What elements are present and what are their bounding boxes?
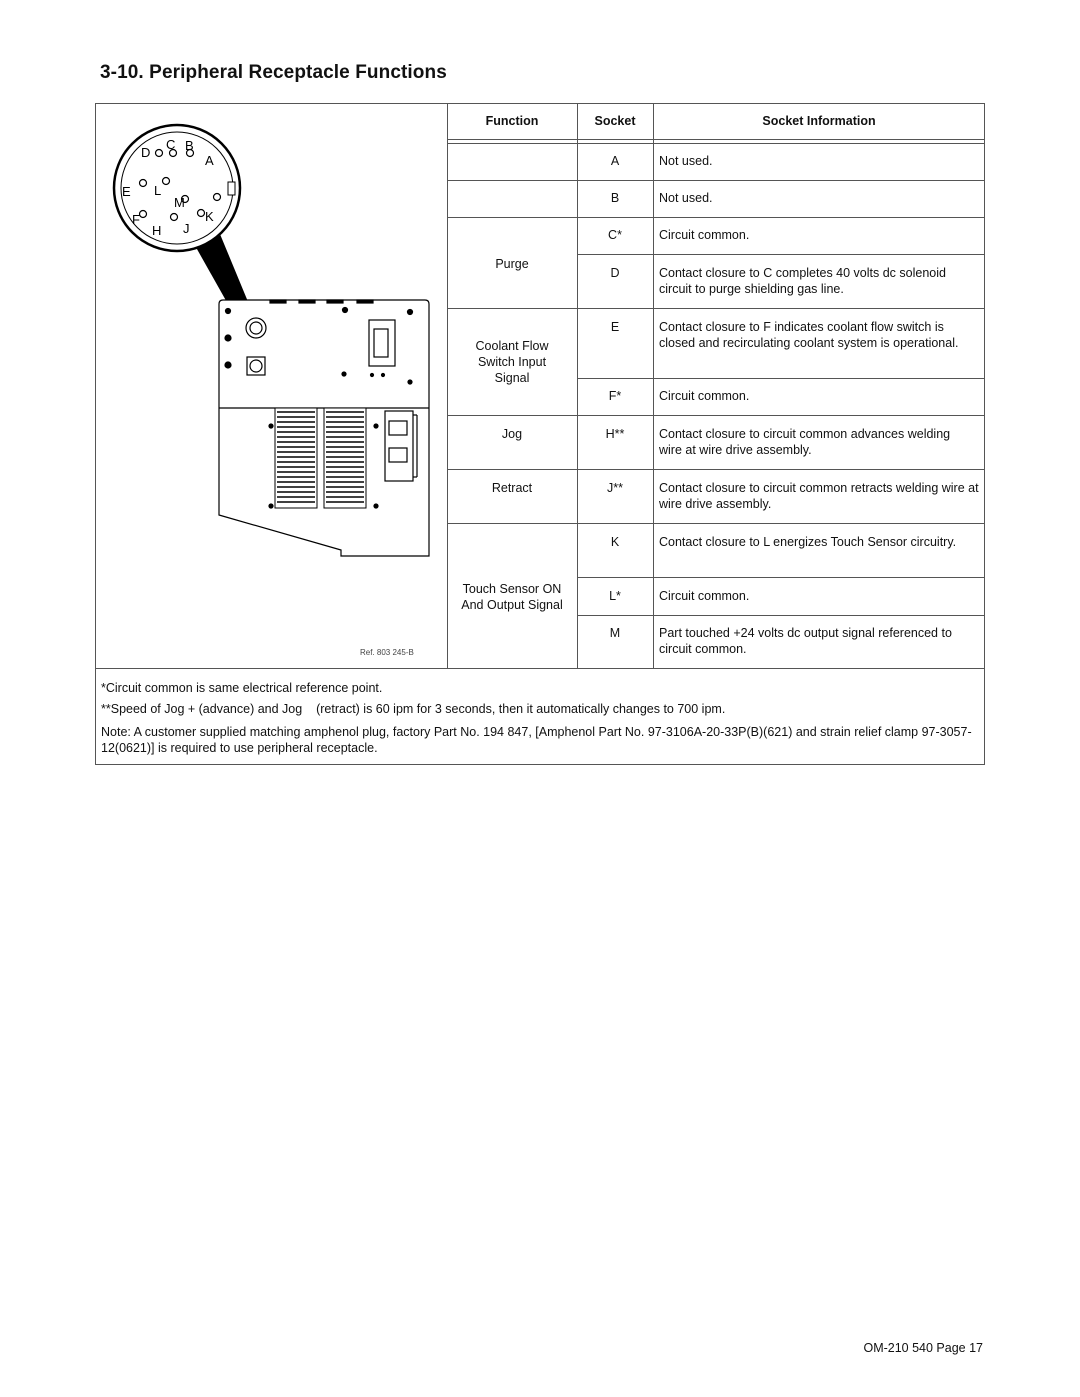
row-rule: [447, 469, 985, 470]
pin-label: K: [205, 209, 214, 224]
info-cell: Contact closure to circuit common advances welding wire at wire drive assembly.: [659, 427, 951, 457]
socket-cell: E: [610, 320, 620, 334]
info-cell: Contact closure to L energizes Touch Sensor circuitry.: [659, 535, 957, 549]
page-title: 3-10. Peripheral Receptacle Functions: [100, 62, 447, 83]
pin-label: F: [132, 212, 140, 227]
pin-label: B: [185, 138, 194, 153]
info-cell: Circuit common.: [659, 589, 750, 603]
info-cell: Circuit common.: [659, 389, 750, 403]
pin-label: E: [122, 184, 131, 199]
row-rule: [577, 577, 985, 578]
row-rule: [447, 217, 985, 218]
info-cell: Contact closure to C completes 40 volts dc solenoid circuit to purge shielding gas line.: [659, 266, 946, 296]
info-cell: Not used.: [659, 154, 713, 168]
socket-cell: D: [610, 266, 620, 280]
col-divider: [577, 103, 578, 668]
pin-label: L: [154, 183, 162, 198]
row-rule: [447, 415, 985, 416]
header-function: Function: [485, 114, 539, 128]
pin-label: H: [152, 223, 162, 238]
info-cell: Part touched +24 volts dc output signal referenced to circuit common.: [659, 626, 952, 656]
info-cell: Not used.: [659, 191, 713, 205]
terminal-block: [385, 411, 417, 481]
header-rule: [447, 139, 985, 140]
socket-cell: F*: [608, 389, 622, 403]
header-rule: [447, 143, 985, 144]
table-bottom-rule: [95, 668, 985, 669]
note-amphenol-plug: Note: A customer supplied matching amphenol plug, factory Part No. 194 847, [Amphenol Part No. 97-3106A-20-33P(B)(621) and strain relief clamp 97-3057-12(0621)] is required to use peripheral receptacle.: [101, 725, 972, 755]
row-rule: [447, 180, 985, 181]
footnote-jog-speed: **Speed of Jog + (advance) and Jog (retract) is 60 ipm for 3 seconds, then it automatically changes to 700 ipm.: [101, 702, 726, 716]
pin-label: C: [166, 137, 176, 152]
footnote-circuit-common: *Circuit common is same electrical reference point.: [101, 681, 383, 695]
header-socket-information: Socket Information: [762, 114, 876, 128]
socket-cell: C*: [608, 228, 622, 242]
socket-cell: M: [609, 626, 621, 640]
socket-cell: H**: [605, 427, 625, 441]
receptacle-diagram: [95, 103, 447, 668]
function-cell: Jog: [501, 427, 523, 441]
socket-cell: B: [610, 191, 620, 205]
function-cell: Coolant Flow Switch Input Signal: [475, 339, 549, 385]
header-socket: Socket: [594, 114, 636, 128]
info-cell: Contact closure to circuit common retracts welding wire at wire drive assembly.: [659, 481, 979, 511]
row-rule: [447, 523, 985, 524]
connector-outer-ring: [114, 125, 240, 251]
row-rule: [447, 308, 985, 309]
socket-cell: A: [610, 154, 620, 168]
row-rule: [577, 615, 985, 616]
connector-key: [228, 182, 235, 195]
pin-label: D: [141, 145, 151, 160]
row-rule: [577, 254, 985, 255]
row-rule: [577, 378, 985, 379]
pin-label: J: [183, 221, 190, 236]
function-cell: Touch Sensor ON And Output Signal: [461, 582, 563, 612]
pin-label: M: [174, 195, 185, 210]
socket-cell: L*: [609, 589, 621, 603]
socket-cell: J**: [607, 481, 623, 495]
function-cell: Retract: [491, 481, 533, 495]
info-cell: Circuit common.: [659, 228, 750, 242]
function-cell: Purge: [495, 257, 529, 271]
pin-label: A: [205, 153, 214, 168]
page-footer: OM-210 540 Page 17: [863, 1341, 983, 1355]
socket-cell: K: [610, 535, 620, 549]
col-divider: [653, 103, 654, 668]
figure-reference: Ref. 803 245-B: [360, 648, 414, 657]
info-cell: Contact closure to F indicates coolant flow switch is closed and recirculating coolant system is operational.: [659, 320, 959, 350]
